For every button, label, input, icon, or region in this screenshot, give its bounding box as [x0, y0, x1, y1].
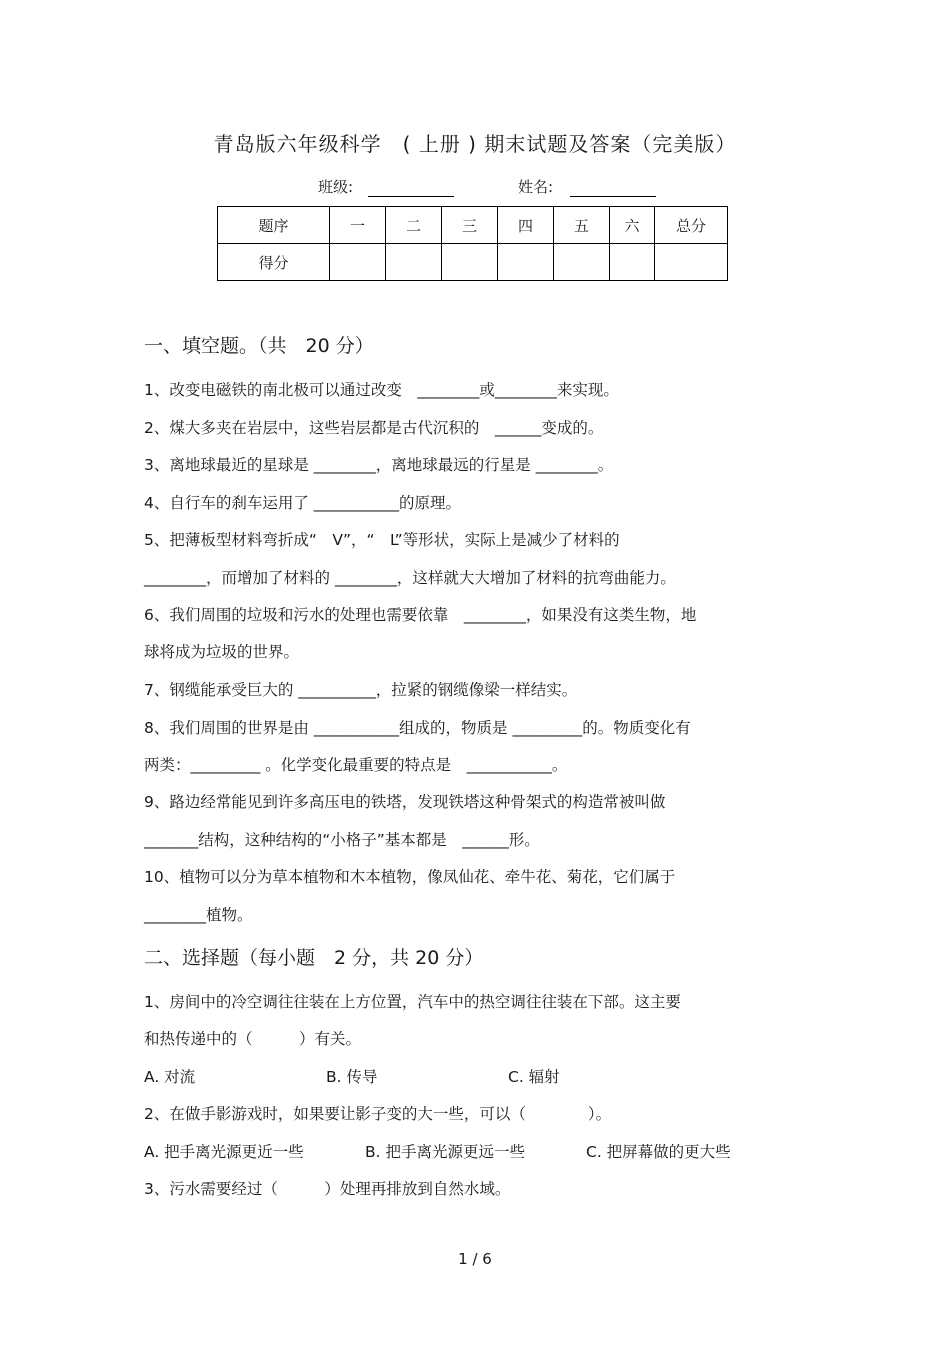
question-line: 1、改变电磁铁的南北极可以通过改变 ________或________来实现。	[144, 381, 619, 399]
option-b: B. 传导	[326, 1068, 378, 1086]
question-line: 2、在做手影游戏时，如果要让影子变的大一些，可以（ ）。	[144, 1105, 612, 1123]
name-blank	[570, 196, 656, 197]
option-c: C. 把屏幕做的更大些	[586, 1143, 731, 1161]
page-number: 1 / 6	[458, 1250, 492, 1268]
score-cell	[498, 244, 554, 281]
section1-title: 一、填空题。（共 20 分）	[144, 335, 374, 357]
score-cell	[554, 244, 610, 281]
page-title: 青岛版六年级科学 ( 上册 ) 期末试题及答案（完美版）	[213, 132, 737, 156]
option-a: A. 对流	[144, 1068, 196, 1086]
question-line: 1、房间中的冷空调往往装在上方位置，汽车中的热空调往往装在下部。这主要	[144, 993, 681, 1011]
question-line: 3、污水需要经过（ ）处理再排放到自然水域。	[144, 1180, 511, 1198]
score-cell	[330, 244, 386, 281]
table-header-cell: 三	[442, 207, 498, 244]
question-line: 4、自行车的刹车运用了 ___________的原理。	[144, 494, 462, 512]
score-cell	[442, 244, 498, 281]
table-header-cell: 六	[610, 207, 655, 244]
score-cell	[610, 244, 655, 281]
option-a: A. 把手离光源更近一些	[144, 1143, 304, 1161]
table-header-cell: 五	[554, 207, 610, 244]
question-line: 9、路边经常能见到许多高压电的铁塔，发现铁塔这种骨架式的构造常被叫做	[144, 793, 666, 811]
class-field	[318, 176, 454, 197]
question-line: 10、植物可以分为草本植物和木本植物，像凤仙花、牵牛花、菊花，它们属于	[144, 868, 676, 886]
score-cell	[386, 244, 442, 281]
score-table	[217, 206, 728, 281]
table-header-cell: 总分	[655, 207, 728, 244]
question-line: ________，而增加了材料的 ________，这样就大大增加了材料的抗弯曲能力。	[144, 569, 676, 587]
class-label: 班级:	[318, 178, 354, 196]
question-line: 5、把薄板型材料弯折成“ V”，“ L”等形状，实际上是减少了材料的	[144, 531, 620, 549]
score-table-header-row	[218, 207, 728, 244]
table-header-cell: 题序	[218, 207, 330, 244]
question-line: 3、离地球最近的星球是 ________，离地球最远的行星是 ________。	[144, 456, 614, 474]
question-line: _______结构，这种结构的“小格子”基本都是 ______形。	[144, 831, 540, 849]
table-header-cell: 一	[330, 207, 386, 244]
question-line: 球将成为垃圾的世界。	[144, 643, 300, 661]
question-line: 和热传递中的（ ）有关。	[144, 1030, 362, 1048]
option-c: C. 辐射	[508, 1068, 560, 1086]
name-field	[518, 176, 656, 197]
question-line: 7、钢缆能承受巨大的 __________，拉紧的钢缆像梁一样结实。	[144, 681, 578, 699]
table-header-cell: 二	[386, 207, 442, 244]
class-blank	[368, 196, 454, 197]
question-line: 6、我们周围的垃圾和污水的处理也需要依靠 ________，如果没有这类生物，地	[144, 606, 697, 624]
name-label: 姓名:	[518, 178, 554, 196]
section2-title: 二、选择题（每小题 2 分，共 20 分）	[144, 947, 484, 969]
option-b: B. 把手离光源更远一些	[365, 1143, 525, 1161]
table-header-cell: 四	[498, 207, 554, 244]
question-line: 两类：_________ 。化学变化最重要的特点是 ___________。	[144, 756, 568, 774]
question-line: 2、煤大多夹在岩层中，这些岩层都是古代沉积的 ______变成的。	[144, 419, 604, 437]
score-row-label: 得分	[218, 244, 330, 281]
question-line: 8、我们周围的世界是由 ___________组成的，物质是 _________的。物质变化有	[144, 719, 691, 737]
question-line: ________植物。	[144, 906, 253, 924]
score-table-score-row	[218, 244, 728, 281]
score-cell	[655, 244, 728, 281]
